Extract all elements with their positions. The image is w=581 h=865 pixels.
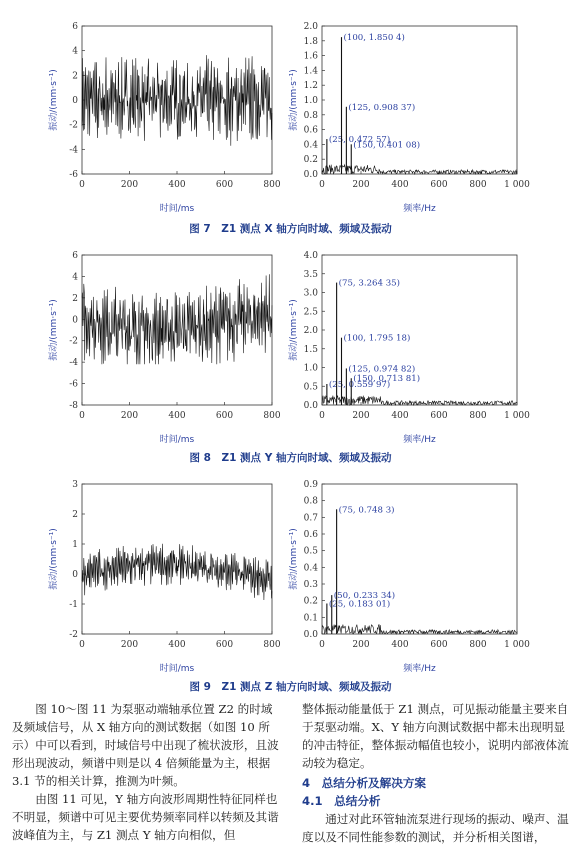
y-tick-label: 0.2: [303, 596, 318, 607]
peak-annotation: (50, 0.233 34): [333, 591, 396, 602]
y-tick-label: 0.9: [303, 480, 318, 490]
peak-annotation: (75, 0.748 3): [338, 505, 395, 516]
y-tick-label: 0.5: [303, 382, 318, 393]
y-axis-label: 振动/(mm·s⁻¹): [49, 528, 59, 590]
y-axis-label: 振动/(mm·s⁻¹): [289, 299, 299, 361]
y-tick-label: 0.4: [303, 140, 318, 151]
x-tick-label: 0: [319, 411, 325, 421]
y-axis-label: 振动/(mm·s⁻¹): [289, 528, 299, 590]
y-tick-label: 2.5: [303, 307, 318, 318]
peak-annotation: (25, 0.472 57): [328, 135, 391, 146]
y-tick-label: 0.5: [303, 546, 318, 557]
x-tick-label: 600: [430, 640, 448, 650]
plot-frame: [82, 484, 272, 634]
y-tick-label: 0: [72, 315, 78, 326]
peak-annotation: (150, 0.713 81): [353, 374, 421, 385]
right-column: [302, 700, 570, 846]
x-tick-label: 400: [391, 411, 409, 421]
x-tick-label: 200: [352, 180, 370, 190]
y-tick-label: 6: [72, 22, 78, 32]
x-tick-label: 800: [263, 411, 281, 421]
paragraph: 通过对此环管轴流泵进行现场的振动、噪声、温度以及不同性能参数的测试，并分析相关图谱，: [302, 812, 569, 844]
x-tick-label: 200: [352, 640, 370, 650]
y-tick-label: 0: [72, 96, 78, 106]
section-heading: 4 总结分析及解决方案: [302, 776, 427, 790]
y-tick-label: -6: [69, 170, 78, 180]
figure-7-caption: 图 7 Z1 测点 X 轴方向时域、频域及振动: [189, 223, 392, 235]
x-tick-label: 800: [469, 411, 487, 421]
x-axis-label: 时间/ms: [159, 204, 195, 214]
x-tick-label: 800: [469, 640, 487, 650]
y-tick-label: 0.8: [303, 110, 318, 121]
y-tick-label: -8: [69, 401, 78, 411]
x-axis-label: 频率/Hz: [403, 664, 436, 674]
y-tick-label: 0.6: [303, 530, 318, 540]
y-tick-label: 0.4: [303, 563, 318, 574]
y-tick-label: 1.2: [303, 81, 318, 92]
time-signal-series: [82, 55, 272, 146]
y-axis-label: 振动/(mm·s⁻¹): [289, 69, 299, 131]
x-tick-label: 800: [263, 640, 281, 650]
x-tick-label: 400: [168, 180, 186, 190]
x-tick-label: 400: [391, 180, 409, 190]
peak-annotation: (75, 3.264 35): [338, 278, 400, 289]
x-axis-label: 频率/Hz: [403, 204, 436, 214]
y-tick-label: 0: [72, 570, 78, 580]
figure-9-caption: 图 9 Z1 测点 Z 轴方向时域、频域及振动: [189, 681, 392, 693]
y-tick-label: 2: [72, 293, 78, 304]
x-tick-label: 0: [79, 411, 85, 421]
figure-8-caption: 图 8 Z1 测点 Y 轴方向时域、频域及振动: [189, 452, 392, 464]
peak-annotation: (125, 0.908 37): [348, 102, 416, 113]
y-tick-label: 0.0: [303, 170, 318, 180]
x-tick-label: 0: [319, 180, 325, 190]
x-tick-label: 1 000: [504, 180, 530, 190]
peak-annotation: (25, 0.183 01): [328, 599, 391, 610]
y-tick-label: 2: [72, 510, 78, 520]
y-tick-label: -4: [69, 358, 78, 369]
y-tick-label: 2.0: [303, 22, 318, 32]
x-tick-label: 0: [79, 640, 85, 650]
y-tick-label: 1: [72, 540, 78, 550]
y-tick-label: 0.0: [303, 630, 318, 640]
x-tick-label: 200: [120, 640, 139, 650]
y-tick-label: 0.2: [303, 155, 318, 166]
y-tick-label: 1.6: [303, 51, 318, 62]
y-tick-label: -2: [69, 120, 78, 131]
x-tick-label: 0: [319, 640, 325, 650]
y-tick-label: 4: [72, 46, 78, 57]
paragraph: 图 10～图 11 为泵驱动端轴承位置 Z2 的时域及频域信号，从 X 轴方向的测试数据（如图 10 所示）中可以看到，时域信号中出现了梳状波形，且波形出现波动，频谱中则是以 4 倍频能量为主，根据 3.1 节的相关计算，推测为叶频。: [12, 702, 279, 788]
x-tick-label: 600: [215, 411, 234, 421]
y-tick-label: 6: [72, 251, 78, 261]
y-tick-label: 0.8: [303, 496, 318, 507]
y-tick-label: -2: [69, 630, 78, 640]
x-tick-label: 800: [469, 180, 487, 190]
x-tick-label: 600: [430, 411, 448, 421]
y-tick-label: -6: [69, 379, 78, 390]
y-tick-label: 2: [72, 71, 78, 82]
x-tick-label: 800: [263, 180, 281, 190]
y-tick-label: 3.5: [303, 269, 318, 280]
y-tick-label: 1.4: [303, 66, 318, 77]
x-tick-label: 0: [79, 180, 85, 190]
time-signal-series: [82, 544, 272, 600]
x-tick-label: 600: [215, 640, 234, 650]
spectrum-noise-series: [322, 625, 517, 635]
x-tick-label: 600: [430, 180, 448, 190]
y-tick-label: -2: [69, 336, 78, 347]
x-axis-label: 时间/ms: [159, 664, 195, 674]
x-axis-label: 时间/ms: [159, 435, 195, 445]
y-tick-label: -4: [69, 145, 78, 156]
x-tick-label: 1 000: [504, 640, 530, 650]
y-tick-label: 1.0: [303, 96, 318, 106]
x-tick-label: 400: [391, 640, 409, 650]
y-tick-label: 0.6: [303, 125, 318, 136]
left-column: [12, 700, 283, 844]
time-signal-series: [82, 274, 272, 364]
peak-annotation: (100, 1.850 4): [343, 33, 405, 44]
peak-annotation: (150, 0.401 08): [353, 140, 421, 151]
y-tick-label: 0.0: [303, 401, 318, 411]
y-tick-label: 0.3: [303, 580, 318, 590]
y-tick-label: 4: [72, 272, 78, 283]
y-axis-label: 振动/(mm·s⁻¹): [49, 69, 59, 131]
peak-annotation: (125, 0.974 82): [348, 364, 416, 375]
y-tick-label: 2.0: [303, 326, 318, 336]
x-tick-label: 200: [352, 411, 370, 421]
paragraph: 整体振动能量低于 Z1 测点，可见振动能量主要来自于泵驱动端。X、Y 轴方向测试数据中都未出现明显的冲击特征，整体振动幅值也较小，说明内部液体流动较为稳定。: [302, 702, 569, 770]
y-tick-label: 4.0: [303, 251, 318, 261]
y-tick-label: 1.5: [303, 344, 318, 355]
x-tick-label: 400: [168, 411, 186, 421]
y-tick-label: 0.1: [303, 613, 318, 624]
x-tick-label: 200: [120, 411, 139, 421]
y-tick-label: 3: [72, 480, 78, 490]
y-tick-label: -1: [69, 600, 78, 610]
subsection-heading: 4.1 总结分析: [302, 794, 381, 808]
peak-annotation: (25, 0.559 97): [328, 380, 391, 391]
paragraph: 由图 11 可见，Y 轴方向波形周期性特征同样也不明显，频谱中可见主要优势频率同样以转频及其谐波峰值为主，与 Z1 测点 Y 轴方向相似，但: [12, 792, 279, 842]
y-tick-label: 1.0: [303, 363, 318, 374]
x-tick-label: 400: [168, 640, 186, 650]
x-tick-label: 200: [120, 180, 139, 190]
y-tick-label: 0.7: [303, 513, 318, 524]
x-tick-label: 1 000: [504, 411, 530, 421]
y-tick-label: 1.8: [303, 36, 318, 47]
x-axis-label: 频率/Hz: [403, 435, 436, 445]
y-tick-label: 3.0: [303, 288, 318, 299]
y-axis-label: 振动/(mm·s⁻¹): [49, 299, 59, 361]
peak-annotation: (100, 1.795 18): [343, 333, 411, 344]
x-tick-label: 600: [215, 180, 234, 190]
